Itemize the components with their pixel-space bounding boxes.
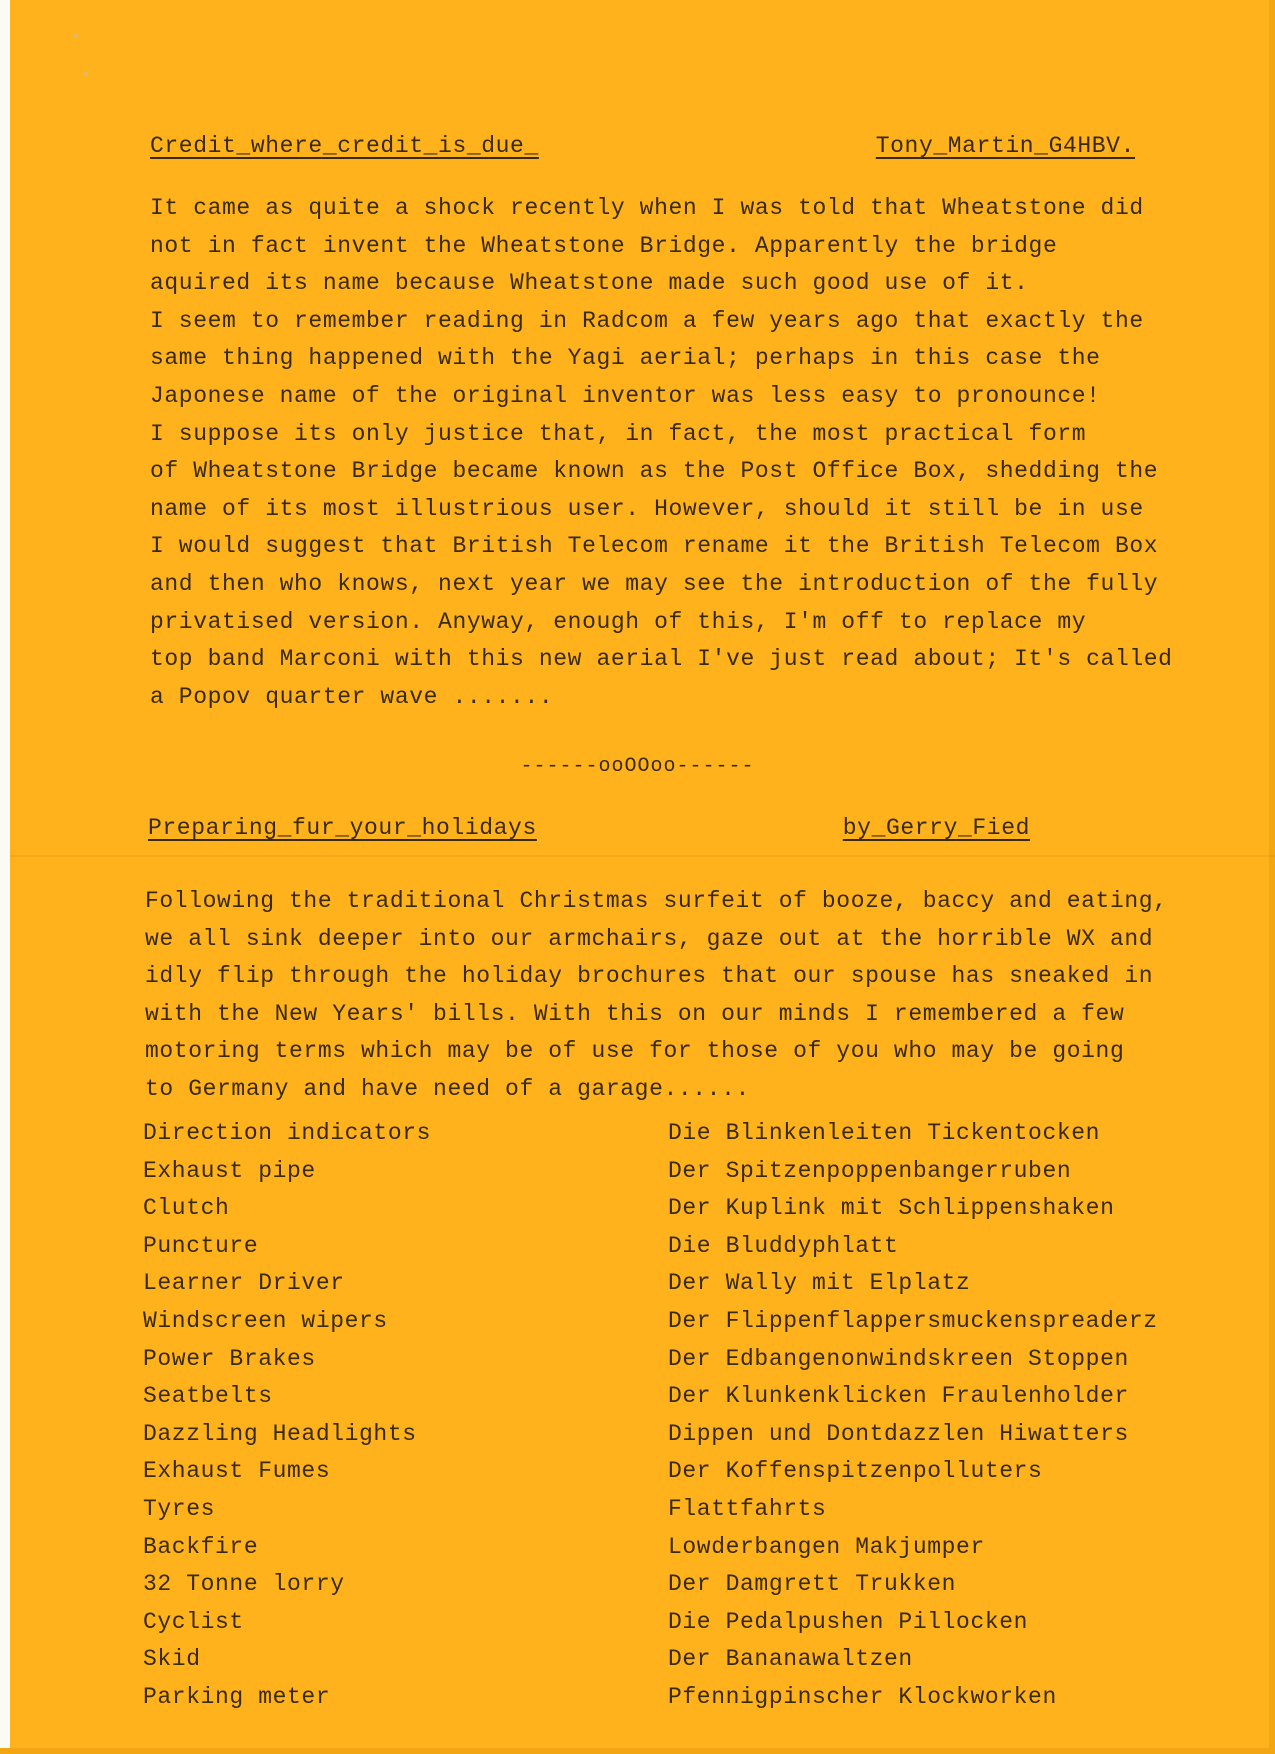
- article2-line: Following the traditional Christmas surfeit of booze, baccy and eating,: [145, 888, 1168, 914]
- term-row: [143, 1496, 1203, 1534]
- paper-left-edge: [0, 0, 10, 1754]
- term-english: Cyclist: [143, 1608, 244, 1635]
- term-row: [143, 1684, 1203, 1722]
- term-german: Der Kuplink mit Schlippenshaken: [668, 1195, 1115, 1222]
- term-english: Direction indicators: [143, 1120, 432, 1146]
- term-row: [143, 1233, 1203, 1271]
- term-german: Die Pedalpushen Pillocken: [668, 1608, 1029, 1635]
- term-english: Puncture: [143, 1232, 259, 1259]
- term-german: Der Spitzenpoppenbangerruben: [668, 1157, 1072, 1184]
- article1-line: a Popov quarter wave .......: [150, 683, 554, 710]
- article2-body: [145, 883, 1205, 1109]
- article1-line: of Wheatstone Bridge became known as the Post Office Box, shedding the: [150, 458, 1159, 485]
- term-german: Dippen und Dontdazzlen Hiwatters: [668, 1420, 1129, 1447]
- term-german: Lowderbangen Makjumper: [668, 1533, 985, 1560]
- paper-fold-crease: [10, 855, 1275, 857]
- term-english: Exhaust pipe: [143, 1157, 316, 1184]
- article1-heading: [150, 133, 1135, 167]
- article1-line: Japonese name of the original inventor was less easy to pronounce!: [150, 382, 1101, 409]
- term-row: [143, 1571, 1203, 1609]
- paper-speck: [74, 34, 78, 38]
- article2-line: we all sink deeper into our armchairs, gaze out at the horrible WX and: [145, 925, 1154, 952]
- article1-line: and then who knows, next year we may see the introduction of the fully: [150, 570, 1159, 597]
- term-row: [143, 1346, 1203, 1384]
- article1-line: I suppose its only justice that, in fact, the most practical form: [150, 420, 1087, 447]
- term-german: Der Bananawaltzen: [668, 1646, 913, 1673]
- article1-line: top band Marconi with this new aerial I've just read about; It's called: [150, 646, 1173, 673]
- article2-heading: [148, 815, 1030, 849]
- term-row: [143, 1195, 1203, 1233]
- term-row: [143, 1421, 1203, 1459]
- term-german: Der Wally mit Elplatz: [668, 1270, 971, 1297]
- article1-line: It came as quite a shock recently when I was told that Wheatstone did: [150, 195, 1144, 221]
- term-german: Die Blinkenleiten Tickentocken: [668, 1120, 1101, 1146]
- term-row: [143, 1158, 1203, 1196]
- article1-line: I seem to remember reading in Radcom a few years ago that exactly the: [150, 307, 1144, 334]
- term-german: Flattfahrts: [668, 1495, 827, 1522]
- article1-line: name of its most illustrious user. However, should it still be in use: [150, 495, 1144, 522]
- term-row: [143, 1646, 1203, 1684]
- article1-line: aquired its name because Wheatstone made such good use of it.: [150, 270, 1029, 297]
- article1-line: privatised version. Anyway, enough of this, I'm off to replace my: [150, 608, 1087, 635]
- term-english: Dazzling Headlights: [143, 1420, 417, 1447]
- term-german: Der Klunkenklicken Fraulenholder: [668, 1383, 1129, 1410]
- term-english: Seatbelts: [143, 1383, 273, 1410]
- term-row: [143, 1458, 1203, 1496]
- article1-line: not in fact invent the Wheatstone Bridge. Apparently the bridge: [150, 232, 1058, 259]
- term-german: Der Edbangenonwindskreen Stoppen: [668, 1345, 1129, 1372]
- article2-line: with the New Years' bills. With this on our minds I remembered a few: [145, 1000, 1125, 1027]
- article1-line: same thing happened with the Yagi aerial; perhaps in this case the: [150, 345, 1101, 372]
- article2-title: Preparing_fur_your_holidays: [148, 815, 537, 841]
- article2-line: to Germany and have need of a garage......: [145, 1075, 750, 1102]
- term-english: 32 Tonne lorry: [143, 1571, 345, 1598]
- article1-author: Tony_Martin_G4HBV.: [875, 133, 1135, 159]
- term-english: Learner Driver: [143, 1270, 345, 1297]
- article1-line: I would suggest that British Telecom rename it the British Telecom Box: [150, 533, 1159, 560]
- term-german: Der Damgrett Trukken: [668, 1571, 957, 1598]
- section-separator: ------ooOOoo------: [520, 755, 755, 778]
- term-english: Clutch: [143, 1195, 230, 1222]
- term-english: Tyres: [143, 1495, 216, 1522]
- term-german: Der Koffenspitzenpolluters: [668, 1458, 1043, 1485]
- term-german: Der Flippenflappersmuckenspreaderz: [668, 1307, 1158, 1334]
- term-english: Exhaust Fumes: [143, 1458, 331, 1485]
- term-row: [143, 1383, 1203, 1421]
- term-german: Die Bluddyphlatt: [668, 1232, 899, 1259]
- term-english: Skid: [143, 1646, 201, 1673]
- article1-title: Credit_where_credit_is_due_: [150, 133, 539, 159]
- paper-bottom-edge: [0, 1748, 1275, 1754]
- term-german: Pfennigpinscher Klockworken: [668, 1683, 1057, 1710]
- term-english: Parking meter: [143, 1683, 331, 1710]
- paper-speck: [84, 72, 88, 76]
- article2-line: idly flip through the holiday brochures that our spouse has sneaked in: [145, 963, 1154, 990]
- article2-author: by_Gerry_Fied: [842, 815, 1030, 841]
- article2-line: motoring terms which may be of use for those of you who may be going: [145, 1038, 1125, 1065]
- article1-body: [150, 190, 1210, 716]
- term-row: [143, 1609, 1203, 1647]
- paper-right-edge: [1269, 0, 1275, 1754]
- term-row: [143, 1534, 1203, 1572]
- term-row: [143, 1308, 1203, 1346]
- term-row: [143, 1270, 1203, 1308]
- term-english: Windscreen wipers: [143, 1307, 388, 1334]
- motoring-terms-list: [143, 1120, 1203, 1722]
- term-english: Backfire: [143, 1533, 259, 1560]
- term-row: [143, 1120, 1203, 1158]
- term-english: Power Brakes: [143, 1345, 316, 1372]
